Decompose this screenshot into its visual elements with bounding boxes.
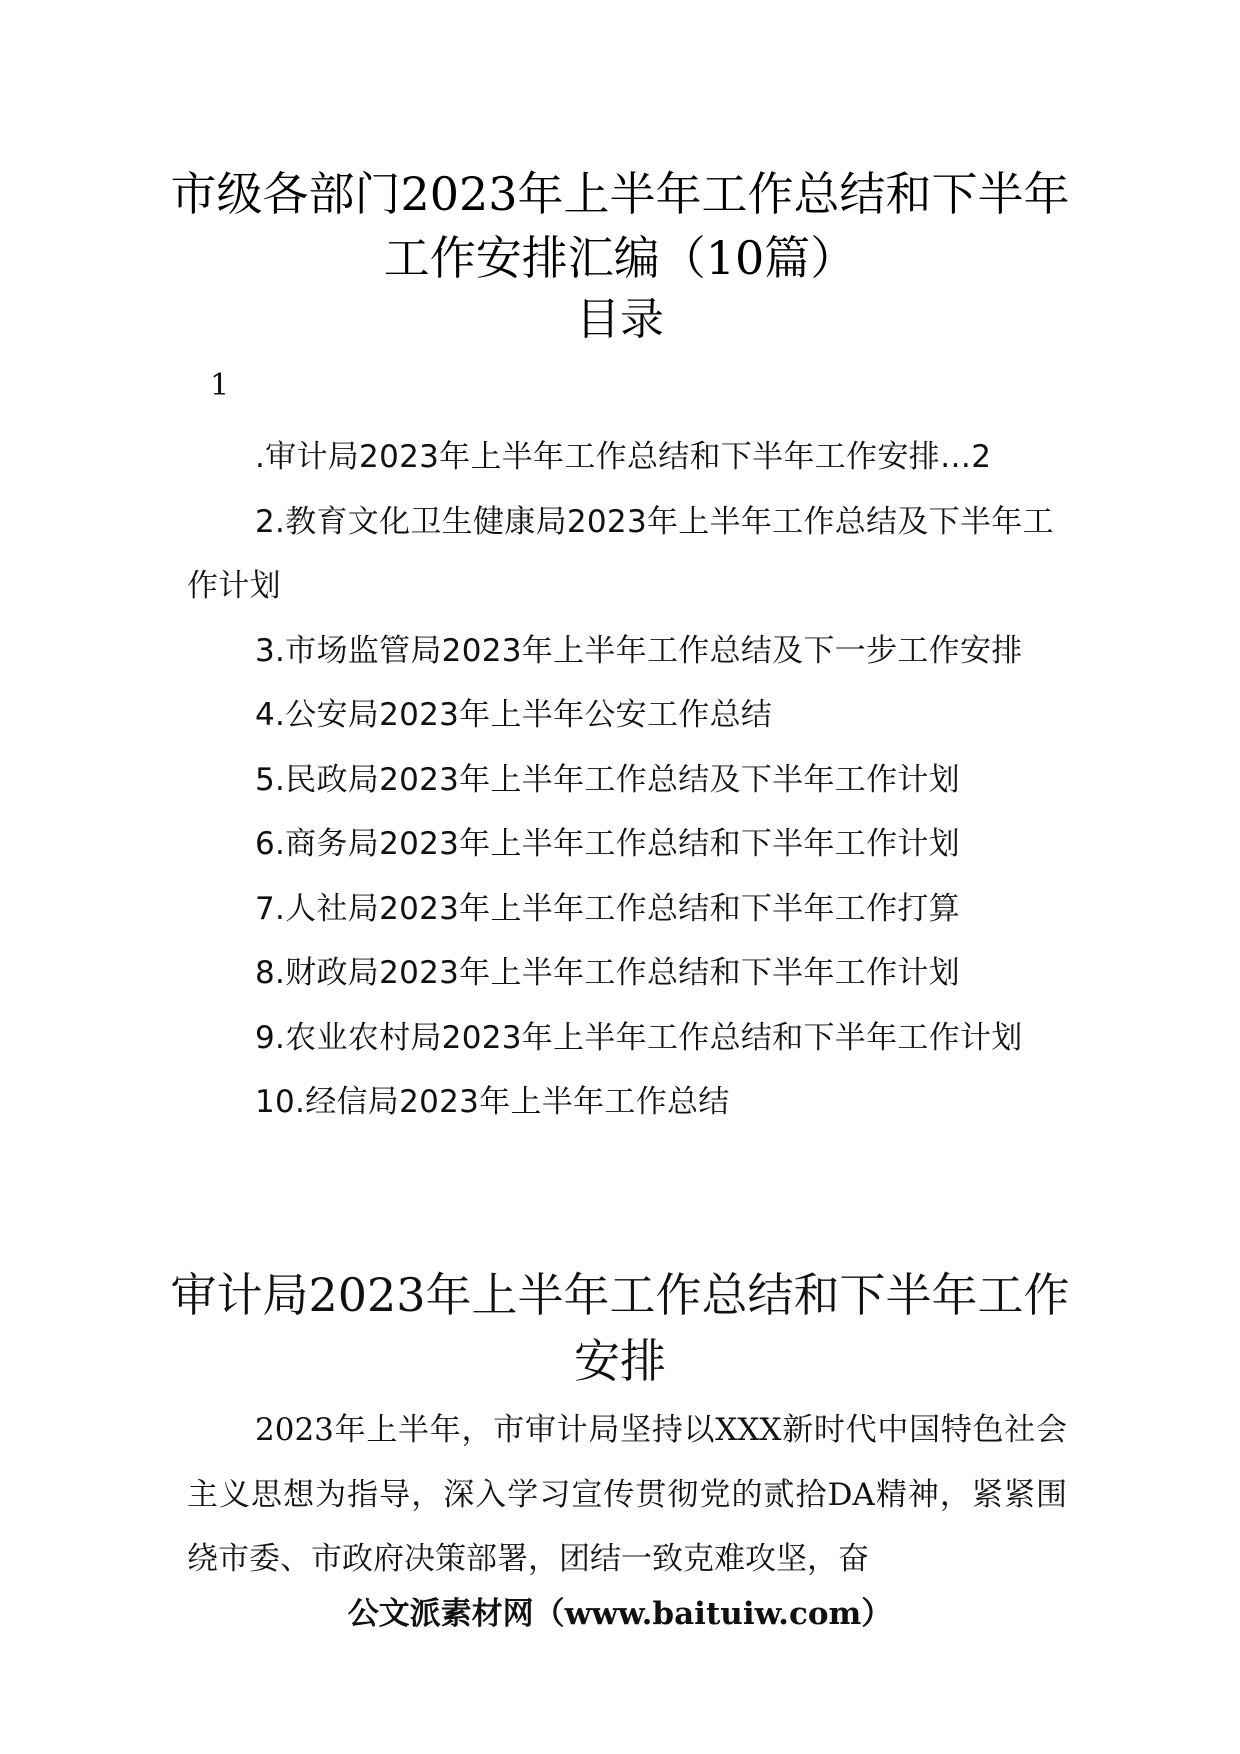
toc-item-6[interactable]: 6.商务局2023年上半年工作总结和下半年工作计划 xyxy=(255,826,960,862)
toc-item-8[interactable]: 8.财政局2023年上半年工作总结和下半年工作计划 xyxy=(255,955,960,991)
toc-item-5[interactable]: 5.民政局2023年上半年工作总结及下半年工作计划 xyxy=(255,761,960,798)
toc-first-number: 1 xyxy=(210,368,230,403)
table-of-contents xyxy=(187,425,1067,1135)
document-title: 市级各部门2023年上半年工作总结和下半年工作安排汇编（10篇） xyxy=(170,167,1070,285)
section-paragraph: 2023年上半年，市审计局坚持以XXX新时代中国特色社会主义思想为指导，深入学习宣传贯彻党的贰拾DA精神，紧紧围绕市委、市政府决策部署，团结一致克难攻坚，奋 xyxy=(187,1412,1067,1577)
toc-item-10[interactable]: 10.经信局2023年上半年工作总结 xyxy=(255,1084,730,1120)
toc-item-7[interactable]: 7.人社局2023年上半年工作总结和下半年工作打算 xyxy=(255,890,960,927)
toc-item-2[interactable]: 2.教育文化卫生健康局2023年上半年工作总结及下半年工作计划 xyxy=(187,503,1054,604)
toc-item-9[interactable]: 9.农业农村局2023年上半年工作总结和下半年工作计划 xyxy=(255,1019,1023,1056)
section-title: 审计局2023年上半年工作总结和下半年工作安排 xyxy=(170,1268,1070,1388)
toc-item-4[interactable]: 4.公安局2023年上半年公安工作总结 xyxy=(255,697,773,733)
footer-watermark: 公文派素材网（www.baituiw.com） xyxy=(347,1596,893,1632)
toc-item-1[interactable]: .审计局2023年上半年工作总结和下半年工作安排…2 xyxy=(255,439,992,475)
toc-heading: 目录 xyxy=(576,294,664,345)
toc-item-3[interactable]: 3.市场监管局2023年上半年工作总结及下一步工作安排 xyxy=(255,632,1023,669)
